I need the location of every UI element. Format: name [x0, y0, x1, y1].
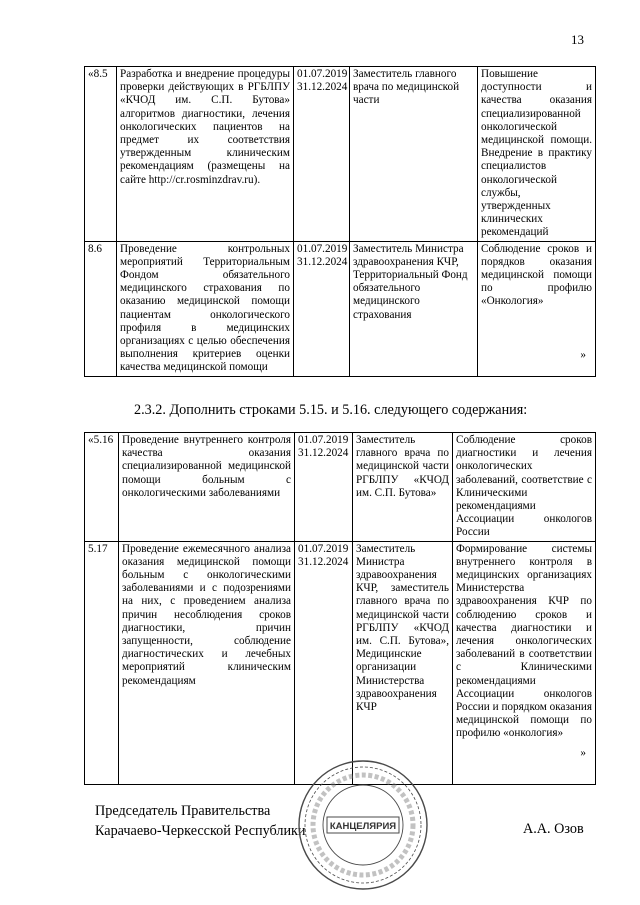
date-start: 01.07.2019 [298, 542, 349, 555]
expected-result-cell [478, 67, 596, 242]
expected-result-cell [453, 433, 596, 542]
date-end: 31.12.2024 [298, 447, 349, 460]
measure-description: Проведение внутреннего контроля качества оказания специализированной медицинской помощи больным с онкологическими заболеваниями [119, 433, 295, 542]
signatory-title [95, 801, 306, 841]
signatory-title-line2: Карачаево-Черкесской Республики [95, 823, 306, 839]
table-row [85, 241, 596, 376]
expected-result: Повышение доступности и качества оказания специализированной онкологической медицинской помощи. Внедрение в практику специалистов онкологической службы, утвержденных клинических рекомендаций [481, 68, 592, 239]
closing-quote: » [580, 348, 586, 361]
table-row [85, 67, 596, 242]
deadline-cell [295, 541, 353, 784]
seal-center-text: КАНЦЕЛЯРИЯ [329, 821, 397, 832]
row-number: «8.5 [85, 67, 117, 242]
signatory-name: А.А. Озов [523, 821, 584, 837]
expected-result: Соблюдение сроков диагностики и лечения онкологических заболеваний, соответствие с Клиническими рекомендациями Ассоциации онкологов России [456, 434, 592, 539]
expected-result-cell [453, 541, 596, 784]
responsible-executor: Заместитель главного врача по медицинской части [350, 67, 478, 242]
expected-result: Соблюдение сроков и порядков оказания медицинской помощи по профилю «Онкология» [481, 242, 592, 308]
row-number: «5.16 [85, 433, 119, 542]
page-number: 13 [571, 32, 584, 47]
date-start: 01.07.2019 [298, 434, 349, 446]
measure-description: Проведение контрольных мероприятий Территориальным Фондом обязательного медицинского страхования по оказанию медицинской помощи пациентам онкологического профиля в медицинских организациях с целью обеспечения выполнения критериев оценки качества медицинской помощи [117, 241, 294, 376]
expected-result: Формирование системы внутреннего контроля в медицинских организациях Министерства здравоохранения КЧР по соблюдению сроков и качества диагностики и лечения онкологических заболеваний в соответствии с Клиническими рекомендациями Ассоциации онкологов России и порядком оказания медицинской помощи по профилю «онкология» [456, 542, 592, 740]
measures-table-2 [84, 432, 596, 785]
responsible-executor: Заместитель главного врача по медицинской части РГБЛПУ «КЧОД им. С.П. Бутова» [353, 433, 453, 542]
responsible-executor: Заместитель Министра здравоохранения КЧР, заместитель главного врача по медицинской части РГБЛПУ «КЧОД им. С.П. Бутова», Медицинские организации Министерства здравоохранения КЧР [353, 541, 453, 784]
expected-result-cell [478, 241, 596, 376]
table-row [85, 541, 596, 784]
responsible-executor: Заместитель Министра здравоохранения КЧР, Территориальный Фонд обязательного медицинского страхования [350, 241, 478, 376]
date-end: 31.12.2024 [298, 555, 349, 568]
date-start: 01.07.2019 [297, 68, 348, 80]
date-end: 31.12.2024 [297, 255, 348, 268]
deadline-cell [294, 241, 350, 376]
date-end: 31.12.2024 [297, 81, 348, 94]
deadline-cell [294, 67, 350, 242]
closing-quote: » [580, 746, 586, 759]
signatory-title-line1: Председатель Правительства [95, 803, 271, 819]
official-seal [295, 757, 431, 893]
table-row [85, 433, 596, 542]
row-number: 8.6 [85, 241, 117, 376]
measure-description: Разработка и внедрение процедуры проверки действующих в РГБЛПУ «КЧОД им. С.П. Бутова» алгоритмов диагностики, лечения онкологических пациентов на предмет их соответствия утвержденным клиническим рекомендациям (размещены на сайте http://cr.rosminzdrav.ru). [117, 67, 294, 242]
row-number: 5.17 [85, 541, 119, 784]
section-heading: 2.3.2. Дополнить строками 5.15. и 5.16. следующего содержания: [134, 402, 528, 418]
measures-table-1 [84, 66, 596, 377]
measure-description: Проведение ежемесячного анализа оказания медицинской помощи больным с онкологическими заболеваниями и с подозрениями на них, с проведением анализа причин несоблюдения сроков диагностики, причин запущенности, соблюдение диагностических и лечебных мероприятий клиническим рекомендациям [119, 541, 295, 784]
date-start: 01.07.2019 [297, 242, 348, 255]
deadline-cell [295, 433, 353, 542]
